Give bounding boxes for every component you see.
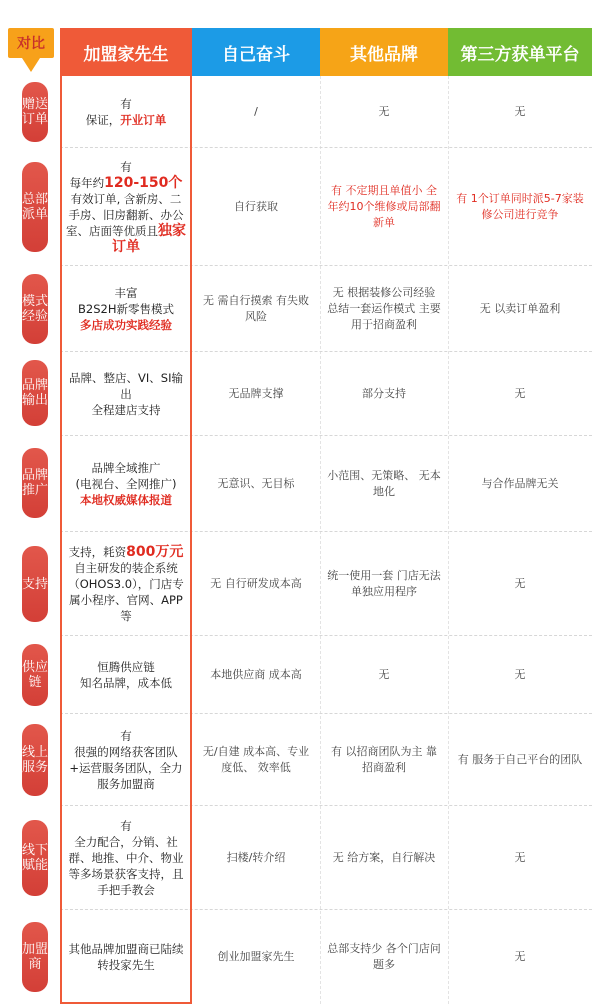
row-label: 线下赋能 bbox=[22, 820, 48, 896]
cell-other-brand: 小范围、无策略、 无本地化 bbox=[327, 469, 441, 498]
cell-self: 无/自建 成本高、专业度低、 效率低 bbox=[202, 745, 310, 774]
cell-self: / bbox=[254, 105, 258, 118]
row-label: 支持 bbox=[22, 546, 48, 622]
header-self: 自己奋斗 bbox=[192, 28, 320, 76]
row-label: 供应链 bbox=[22, 644, 48, 706]
cell-line: 全程建店支持 bbox=[91, 403, 161, 417]
cell-line: 有 bbox=[120, 729, 132, 743]
highlight-text: 独家订单 bbox=[112, 223, 186, 255]
cell-line: 丰富 bbox=[114, 286, 138, 300]
cell-third-party: 有 1个订单同时派5-7家装修公司进行竞争 bbox=[456, 192, 584, 221]
cell-third-party: 无 bbox=[514, 950, 526, 963]
cell-self: 自行获取 bbox=[234, 200, 278, 213]
row-label: 加盟商 bbox=[22, 922, 48, 992]
cell-line-highlight: 保证，开业订单 bbox=[85, 113, 167, 127]
cell-self: 扫楼/转介绍 bbox=[226, 851, 286, 864]
highlight-text: 开业订单 bbox=[120, 113, 167, 127]
cell-self: 创业加盟家先生 bbox=[217, 950, 295, 963]
header-third-party: 第三方获单平台 bbox=[448, 28, 592, 76]
cell-line: 全力配合，分销、社群、地推、中介、物业等多场景获客支持，且手把手教会 bbox=[68, 835, 184, 897]
corner-label: 对比 bbox=[8, 28, 54, 58]
cell-line: 品牌全域推广 bbox=[91, 461, 161, 475]
cell-self: 无意识、无目标 bbox=[217, 477, 295, 490]
corner-tag bbox=[8, 28, 54, 76]
cell-line: 有 bbox=[120, 97, 132, 111]
row-label: 总部派单 bbox=[22, 162, 48, 252]
header-franchise: 加盟家先生 bbox=[60, 28, 192, 76]
cell-other-brand: 无 bbox=[378, 668, 390, 681]
cell-other-brand: 总部支持少 各个门店问题多 bbox=[327, 942, 441, 971]
franchise-column-highlight bbox=[60, 76, 192, 1004]
cell-self: 无品牌支撑 bbox=[228, 387, 284, 400]
cell-self: 无 自行研发成本高 bbox=[210, 577, 302, 590]
cell-line-highlight: 多店成功实践经验 bbox=[79, 318, 172, 332]
cell-line: 每年约120-150个有效订单, 含新房、二手房、旧房翻新、办公室、店面等优质且独家订单 bbox=[66, 175, 186, 255]
header-other-brand: 其他品牌 bbox=[320, 28, 448, 76]
row-label: 品牌输出 bbox=[22, 360, 48, 426]
cell-other-brand: 有 不定期且单值小 全年约10个维修或局部翻新单 bbox=[327, 184, 441, 229]
cell-third-party: 无 以卖订单盈利 bbox=[479, 302, 561, 315]
cell-line: 其他品牌加盟商已陆续 bbox=[68, 942, 184, 956]
corner-tag-tail bbox=[22, 58, 40, 72]
cell-line: (电视台、全网推广) bbox=[75, 477, 177, 491]
highlight-text: 800万元 bbox=[126, 544, 184, 560]
cell-line: 很强的网络获客团队+运营服务团队，全力服务加盟商 bbox=[69, 745, 183, 791]
cell-third-party: 无 bbox=[514, 668, 526, 681]
cell-third-party: 无 bbox=[514, 851, 526, 864]
cell-self: 本地供应商 成本高 bbox=[210, 668, 302, 681]
row-label: 线上服务 bbox=[22, 724, 48, 796]
cell-line: 转投家先生 bbox=[97, 958, 155, 972]
cell-other-brand: 部分支持 bbox=[362, 387, 406, 400]
cell-line-highlight: 本地权威媒体报道 bbox=[79, 493, 172, 507]
cell-third-party: 无 bbox=[514, 577, 526, 590]
cell-line: 支持，耗资800万元 bbox=[68, 544, 184, 560]
cell-third-party: 无 bbox=[514, 387, 526, 400]
cell-line: 自主研发的装企系统（OHOS3.0），门店专属小程序、官网、APP等 bbox=[68, 561, 184, 623]
cell-line: 有 bbox=[120, 819, 132, 833]
cell-line: B2S2H新零售模式 bbox=[78, 302, 174, 316]
cell-line: 有 bbox=[120, 160, 132, 174]
row-label: 模式经验 bbox=[22, 274, 48, 344]
cell-third-party: 有 服务于自己平台的团队 bbox=[457, 753, 583, 766]
highlight-text: 120-150个 bbox=[104, 175, 183, 191]
cell-other-brand: 无 根据装修公司经验 总结一套运作模式 主要用于招商盈利 bbox=[327, 286, 441, 331]
cell-third-party: 无 bbox=[514, 105, 526, 118]
cell-third-party: 与合作品牌无关 bbox=[481, 477, 559, 490]
cell-self: 无 需自行摸索 有失败风险 bbox=[203, 294, 309, 323]
cell-line: 知名品牌，成本低 bbox=[80, 676, 172, 690]
row-label: 赠送订单 bbox=[22, 82, 48, 142]
cell-other-brand: 有 以招商团队为主 靠招商盈利 bbox=[331, 745, 437, 774]
row-label: 品牌推广 bbox=[22, 448, 48, 518]
cell-line: 恒腾供应链 bbox=[97, 660, 155, 674]
cell-other-brand: 统一使用一套 门店无法单独应用程序 bbox=[327, 569, 441, 598]
cell-other-brand: 无 bbox=[378, 105, 390, 118]
cell-line: 品牌、整店、VI、SI输出 bbox=[69, 371, 183, 401]
cell-other-brand: 无 给方案，自行解决 bbox=[332, 851, 436, 864]
